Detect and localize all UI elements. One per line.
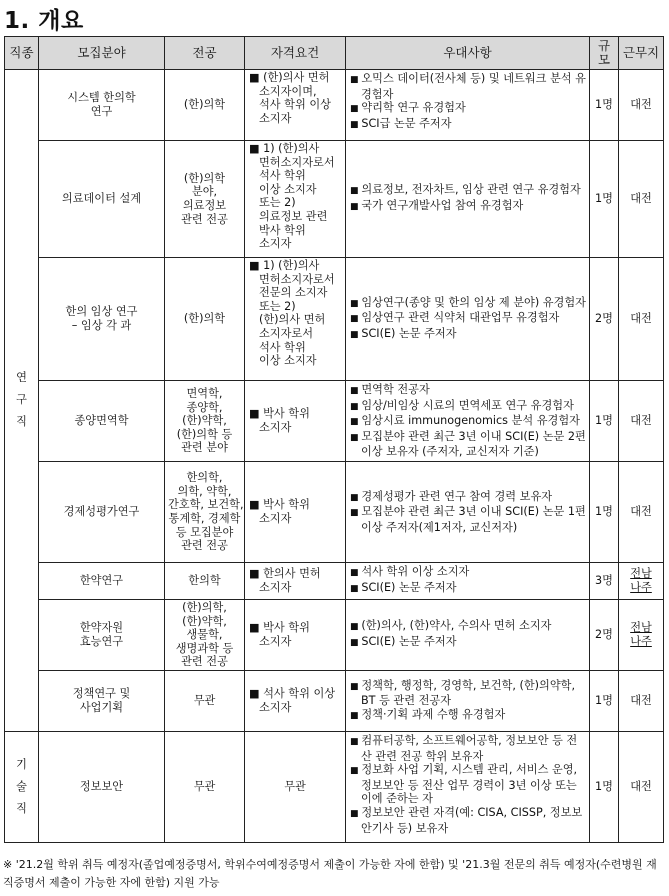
location-text: 대전 <box>630 694 652 708</box>
preference-item: ■ 오믹스 데이터(전사체 등) 및 네트워크 분석 유경험자 <box>350 72 586 101</box>
table-row <box>5 70 664 141</box>
major-text: (한)의학 <box>183 171 226 185</box>
major-cell <box>165 670 245 731</box>
field-cell <box>39 141 165 258</box>
field-text: 한의 임상 연구 <box>65 305 138 319</box>
location-text[interactable]: 전남 <box>630 567 652 581</box>
requirements-cell <box>245 600 346 671</box>
field-cell <box>39 731 165 842</box>
preference-item: ■ SCI(E) 논문 주저자 <box>350 581 586 597</box>
requirement-text: 무관 <box>284 780 306 794</box>
requirement-text: 면허소지자로서 <box>259 155 335 169</box>
size-cell: 1명 <box>590 462 619 563</box>
major-text: 종양학, <box>186 400 223 414</box>
preferences-cell <box>346 670 590 731</box>
requirements-cell <box>245 670 346 731</box>
preference-item: ■ 모집분야 관련 최근 3년 이내 SCI(E) 논문 2편 이상 보유자 (주저자, 교신저자 기준) <box>350 430 586 459</box>
table-row <box>5 258 664 381</box>
requirements-cell <box>245 731 346 842</box>
table-header-row <box>5 37 664 70</box>
major-text: 통계학, 경제학 <box>168 512 241 525</box>
requirements-cell <box>245 70 346 141</box>
major-text: 한의학, <box>186 471 223 485</box>
requirement-text: 박사 학위 <box>259 223 306 237</box>
table-row <box>5 600 664 671</box>
preference-item: ■ 정보화 사업 기획, 시스템 관리, 서비스 운영, 정보보안 등 전산 업무 경력이 3년 이상 또는 이에 준하는 자 <box>350 763 586 806</box>
header-job-type: 직종 <box>5 37 39 70</box>
field-cell <box>39 670 165 731</box>
major-text: 간호학, 보건학, <box>168 498 244 512</box>
header-field: 모집분야 <box>39 37 165 70</box>
requirement-text: 소지자 <box>259 700 292 714</box>
major-text: 관련 전공 <box>181 539 228 553</box>
field-text: 종양면역학 <box>74 414 129 428</box>
table-row <box>5 563 664 600</box>
job-type-char: 구 <box>16 393 27 407</box>
header-major: 전공 <box>165 37 245 70</box>
requirement-text: 소지자 <box>259 237 292 251</box>
preference-item: ■ 정책·기획 과제 수행 유경험자 <box>350 708 586 724</box>
preference-item: ■ 컴퓨터공학, 소프트웨어공학, 정보보안 등 전산 관련 전공 학위 보유자 <box>350 734 586 763</box>
header-requirements: 자격요건 <box>245 37 346 70</box>
location-text: 대전 <box>630 505 652 519</box>
requirement-text: 이상 소지자 <box>259 354 317 368</box>
requirement-text: (한)의사 면허 <box>259 313 326 327</box>
location-text: 대전 <box>630 192 652 206</box>
job-type-char: 기 <box>16 757 27 771</box>
field-cell <box>39 258 165 381</box>
field-cell <box>39 381 165 462</box>
requirement-text: 의료정보 관련 <box>259 209 328 223</box>
field-cell <box>39 600 165 671</box>
requirements-cell <box>245 381 346 462</box>
job-type-char: 연 <box>16 371 27 385</box>
major-text: 의학, 약학, <box>177 484 232 498</box>
field-text: 정보보안 <box>79 780 124 794</box>
size-cell: 1명 <box>590 141 619 258</box>
requirements-cell <box>245 141 346 258</box>
major-cell <box>165 563 245 600</box>
requirement-text: ■ 1) (한)의사 <box>249 142 320 155</box>
section-title: 1. 개요 <box>4 8 84 34</box>
header-location: 근무지 <box>619 37 664 70</box>
requirement-text: ■ 박사 학위 <box>249 621 310 635</box>
location-text[interactable]: 나주 <box>630 634 652 648</box>
major-text: 관련 분야 <box>181 441 228 455</box>
preferences-cell <box>346 462 590 563</box>
major-text: (한)의학 <box>183 98 226 112</box>
requirement-text: 소지자 <box>259 512 292 525</box>
requirement-text: 또는 2) <box>259 299 296 313</box>
requirement-text: ■ 1) (한)의사 <box>249 259 320 272</box>
major-text: (한)약학, <box>182 614 227 628</box>
size-cell: 1명 <box>590 70 619 141</box>
preference-item: ■ 석사 학위 이상 소지자 <box>350 565 586 581</box>
major-text: (한)의학 등 <box>176 427 233 441</box>
field-cell <box>39 70 165 141</box>
preference-item: ■ 면역학 전공자 <box>350 383 586 399</box>
major-text: (한)의학 <box>183 312 226 326</box>
table-row <box>5 462 664 563</box>
requirement-text: 소지자이며, <box>259 84 317 98</box>
field-cell <box>39 462 165 563</box>
location-text: 대전 <box>630 414 652 428</box>
major-text: 분야, <box>191 185 218 199</box>
preference-item: ■ 임상시료 immunogenomics 분석 유경험자 <box>350 414 586 430</box>
requirement-text: 소지자 <box>259 634 292 648</box>
major-cell <box>165 462 245 563</box>
field-text: 한약연구 <box>79 574 124 588</box>
preference-item: ■ 정책학, 행정학, 경영학, 보건학, (한)의약학, BT 등 관련 전공자 <box>350 679 586 708</box>
requirement-text: 전문의 소지자 <box>259 286 328 300</box>
field-text: 한약자원 <box>79 621 124 635</box>
field-text: 연구 <box>90 105 113 118</box>
size-cell: 1명 <box>590 381 619 462</box>
requirements-cell <box>245 462 346 563</box>
job-type-research <box>5 70 39 732</box>
job-type-technical <box>5 731 39 842</box>
table-row <box>5 381 664 462</box>
preferences-cell <box>346 563 590 600</box>
field-text: 사업기획 <box>79 700 124 714</box>
preferences-cell <box>346 70 590 141</box>
preferences-cell <box>346 731 590 842</box>
preference-item: ■ (한)의사, (한)약사, 수의사 면허 소지자 <box>350 619 586 635</box>
major-text: 생명과학 등 <box>175 641 234 655</box>
requirement-text: 소지자로서 <box>259 326 314 340</box>
requirement-text: ■ 석사 학위 이상 <box>249 687 336 701</box>
location-cell <box>619 70 664 141</box>
requirement-text: 이상 소지자 <box>259 182 317 196</box>
location-cell <box>619 462 664 563</box>
preference-item: ■ SCI(E) 논문 주저자 <box>350 327 586 343</box>
field-text: 시스템 한의학 <box>67 91 136 105</box>
field-cell <box>39 563 165 600</box>
location-cell <box>619 563 664 600</box>
requirement-text: ■ 박사 학위 <box>249 407 310 421</box>
requirements-cell <box>245 563 346 600</box>
field-text: 의료데이터 설계 <box>61 192 142 206</box>
location-cell <box>619 670 664 731</box>
requirement-text: 석사 학위 <box>259 169 306 183</box>
preferences-cell <box>346 381 590 462</box>
major-text: 한의학 <box>188 574 221 588</box>
field-text: 효능연구 <box>79 634 124 648</box>
major-text: (한)약학, <box>182 414 227 428</box>
major-cell <box>165 70 245 141</box>
requirement-text: 소지자 <box>259 581 292 594</box>
field-text: – 임상 각 과 <box>71 319 132 332</box>
preference-item: ■ 임상/비임상 시료의 면역세포 연구 유경험자 <box>350 399 586 415</box>
size-cell: 1명 <box>590 731 619 842</box>
location-text: 대전 <box>630 312 652 326</box>
preference-item: ■ 국가 연구개발사업 참여 유경험자 <box>350 199 586 215</box>
requirement-text: 석사 학위 이상 <box>259 98 331 112</box>
major-text: 면역학, <box>186 387 223 401</box>
requirement-text: 석사 학위 <box>259 340 306 354</box>
preference-item: ■ 경제성평가 관련 연구 참여 경력 보유자 <box>350 490 586 506</box>
major-text: 생물학, <box>186 628 223 642</box>
location-cell <box>619 731 664 842</box>
location-text: 대전 <box>630 780 652 794</box>
field-text: 경제성평가연구 <box>63 505 140 519</box>
job-type-char: 직 <box>16 415 27 429</box>
preference-item: ■ 임상연구(종양 및 한의 임상 제 분야) 유경험자 <box>350 296 586 312</box>
table-row <box>5 141 664 258</box>
major-text: 등 모집분야 <box>175 525 234 539</box>
location-cell <box>619 258 664 381</box>
size-cell: 2명 <box>590 258 619 381</box>
header-preferences: 우대사항 <box>346 37 590 70</box>
requirements-cell <box>245 258 346 381</box>
recruitment-table <box>4 36 664 843</box>
table-row <box>5 731 664 842</box>
preference-item: ■ 모집분야 관련 최근 3년 이내 SCI(E) 논문 1편 이상 주저자(제1저자, 교신저자) <box>350 505 586 534</box>
location-text[interactable]: 나주 <box>630 581 652 594</box>
major-cell <box>165 381 245 462</box>
major-text: 의료정보 <box>182 199 227 212</box>
requirement-text: ■ (한)의사 면허 <box>249 71 330 84</box>
major-cell <box>165 600 245 671</box>
preferences-cell <box>346 258 590 381</box>
job-type-char: 직 <box>16 801 27 815</box>
major-text: 관련 전공 <box>181 212 228 226</box>
location-cell <box>619 600 664 671</box>
major-text: 관련 전공 <box>181 655 228 669</box>
size-cell: 3명 <box>590 563 619 600</box>
major-text: (한)의학, <box>182 601 227 614</box>
requirement-text: ■ 박사 학위 <box>249 498 310 512</box>
major-text: 무관 <box>193 694 216 708</box>
major-cell <box>165 141 245 258</box>
preference-item: ■ 의료정보, 전자차트, 임상 관련 연구 유경험자 <box>350 183 586 199</box>
major-cell <box>165 258 245 381</box>
preference-item: ■ SCI(E) 논문 주저자 <box>350 635 586 651</box>
requirement-text: 소지자 <box>259 421 292 434</box>
major-cell <box>165 731 245 842</box>
preference-item: ■ SCI급 논문 주저자 <box>350 117 586 133</box>
location-cell <box>619 141 664 258</box>
location-text[interactable]: 전남 <box>630 621 652 635</box>
footnote: ※ '21.2월 학위 취득 예정자(졸업예정증명서, 학위수여예정증명서 제출이 가능한 자에 한함) 및 '21.3월 전문의 취득 예정자(수련병원 재직증명서 제출이 가능한 자에 한함) 지원 가능 <box>3 858 657 889</box>
job-type-char: 술 <box>16 779 27 793</box>
major-text: 무관 <box>193 780 216 794</box>
table-row <box>5 670 664 731</box>
preferences-cell <box>346 141 590 258</box>
preference-item: ■ 약리학 연구 유경험자 <box>350 101 586 117</box>
preference-item: ■ 임상연구 관련 식약처 대관업무 유경험자 <box>350 311 586 327</box>
field-text: 정책연구 및 <box>72 687 131 701</box>
requirement-text: 소지자 <box>259 111 292 125</box>
preferences-cell <box>346 600 590 671</box>
location-text: 대전 <box>630 98 652 112</box>
header-size: 규모 <box>590 37 619 70</box>
requirement-text: 또는 2) <box>259 196 296 210</box>
location-cell <box>619 381 664 462</box>
requirement-text: 면허소지자로서 <box>259 272 335 286</box>
requirement-text: ■ 한의사 면허 <box>249 567 321 581</box>
size-cell: 1명 <box>590 670 619 731</box>
size-cell: 2명 <box>590 600 619 671</box>
preference-item: ■ 정보보안 관련 자격(예: CISA, CISSP, 정보보안기사 등) 보유자 <box>350 806 586 835</box>
